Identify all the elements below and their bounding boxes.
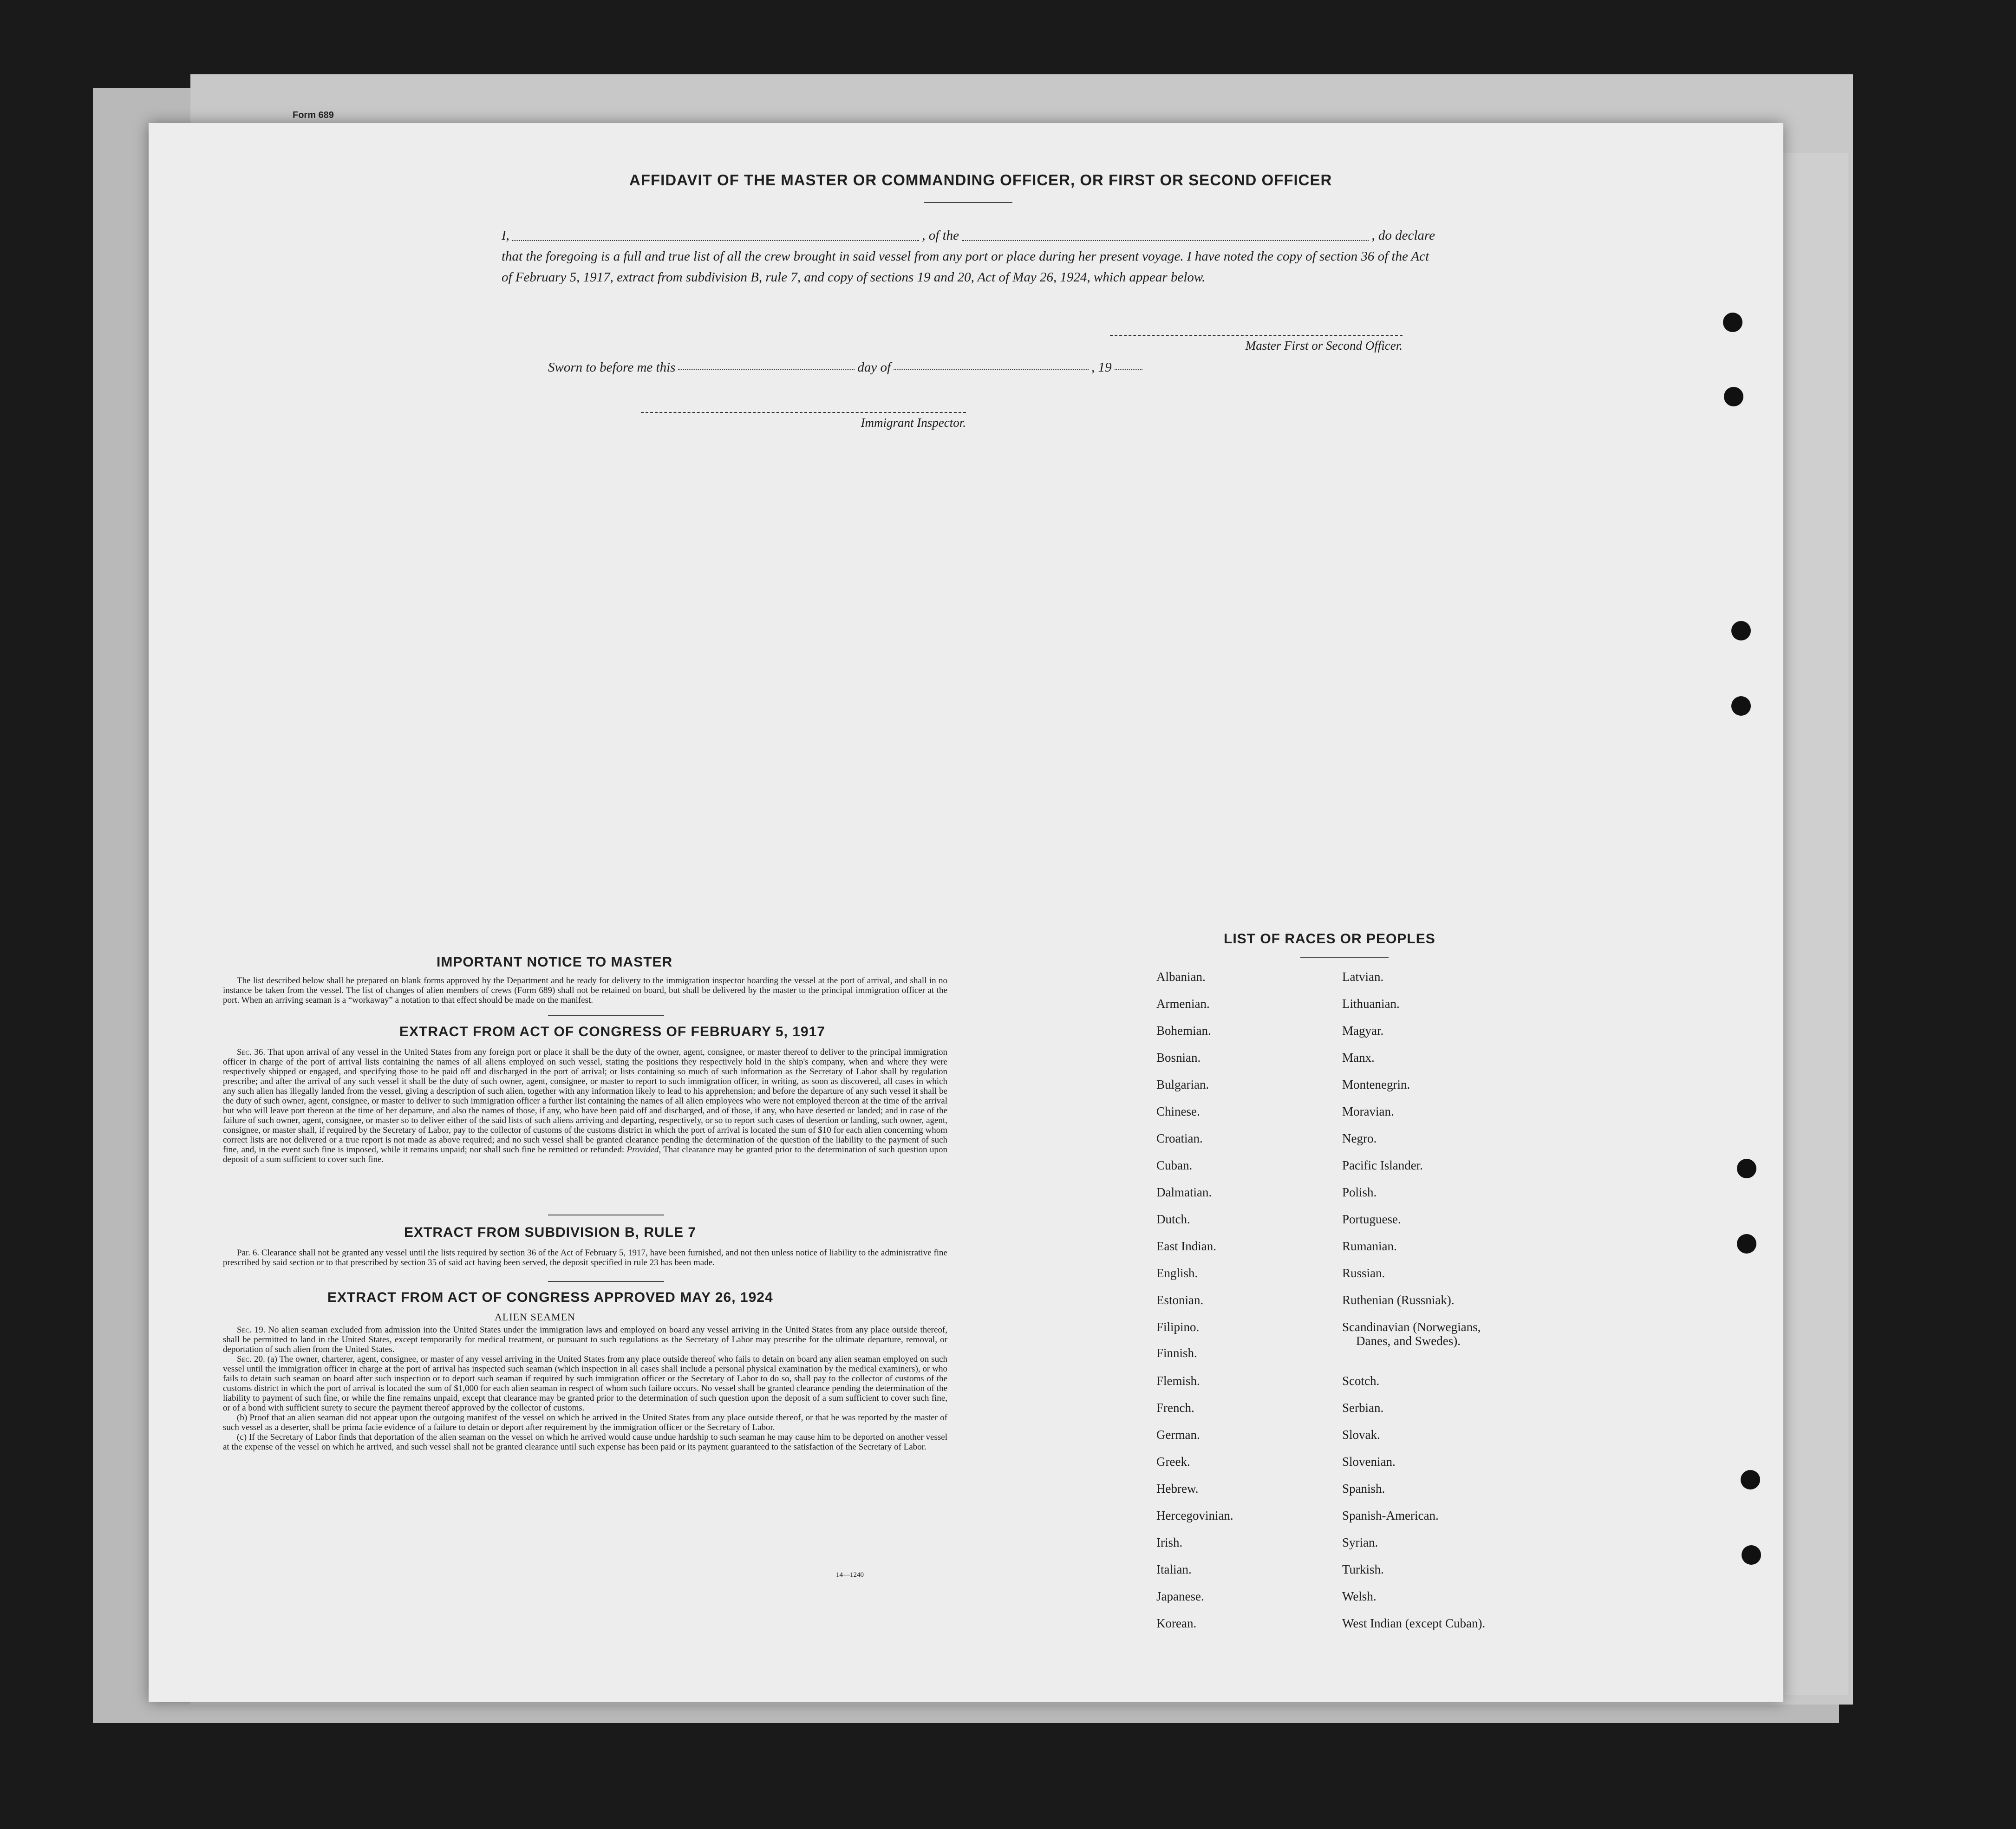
punch-hole (1737, 1234, 1756, 1254)
sworn-day-blank[interactable] (678, 369, 855, 370)
race-item: Chinese. (1156, 1104, 1200, 1118)
race-item: Spanish. (1342, 1482, 1385, 1496)
race-item: Italian. (1156, 1562, 1192, 1576)
races-title: LIST OF RACES OR PEOPLES (1224, 931, 1435, 947)
race-item: Hercegovinian. (1156, 1509, 1233, 1522)
race-item: Scotch. (1342, 1374, 1380, 1388)
race-item: Negro. (1342, 1131, 1377, 1145)
race-item: Russian. (1342, 1266, 1385, 1280)
race-item: West Indian (except Cuban). (1342, 1616, 1486, 1630)
sworn-start: Sworn to before me this (548, 360, 676, 375)
race-item: French. (1156, 1401, 1194, 1415)
feb-1917-text: Sec. 36. That upon arrival of any vessel in the United States from any foreign port or place it shall be the duty of the owner, agent, consignee, or master thereof to deliver to the principal immigration officer in charge of the port of arrival lists containing the names of all aliens employed on such vessel, stating the positions they respectively hold in the ship's company, when and where they were respectively shipped or engaged, and specifying those to be paid off and discharged in the port of arrival; or lists containing so much of such information as the Secretary of Labor shall by regulation prescribe; and after the arrival of any such vessel it shall be the duty of such owner, agent, consignee, or master to report to such immigration officer, in writing, as soon as discovered, all cases in which any such alien has illegally landed from the vessel, giving a description of such alien, together with any information likely to lead to his apprehension; and before the departure of any such vessel it shall be the duty of such owner, agent, consignee, or master to deliver to such immigration officer a further list containing the names of all alien employees who were not employed thereon at the time of the arrival but who will leave port thereon at the time of her departure, and also the names of those, if any, who have been paid off and discharged, and of those, if any, who have deserted or landed; and in case of the failure of such owner, agent, consignee, or master so to deliver either of the said lists of such aliens arriving and departing, respectively, or so to report such cases of desertion or landing, such owner, agent, consignee, or master shall, if required by the Secretary of Labor, pay to the collector of customs of the customs district in which the port of arrival is located the sum of $10 for each alien concerning whom correct lists are not delivered or a true report is not made as above required; and no such vessel shall be granted clearance pending the determination of the question of the liability to the payment of such fine, and, in the event such fine is imposed, while it remains unpaid; nor shall such fine be remitted or refunded: Provided, That clearance may be granted prior to the determination of such question upon deposit of a sum sufficient to cover such fine. (223, 1047, 947, 1164)
name-blank[interactable] (512, 240, 919, 241)
race-item: Bulgarian. (1156, 1078, 1209, 1091)
punch-hole (1723, 313, 1742, 332)
race-item: Magyar. (1342, 1024, 1384, 1038)
divider (548, 1281, 664, 1282)
master-signature-block (1110, 335, 1403, 353)
race-item: Turkish. (1342, 1562, 1384, 1576)
race-item: Polish. (1342, 1185, 1377, 1199)
divider (1300, 957, 1389, 958)
sworn-mid: day of (857, 360, 891, 375)
feb-1917-title: EXTRACT FROM ACT OF CONGRESS OF FEBRUARY 5, 1917 (399, 1024, 825, 1039)
punch-hole (1742, 1545, 1761, 1565)
race-item: Dutch. (1156, 1212, 1190, 1226)
race-item: English. (1156, 1266, 1198, 1280)
races-column-2 (1342, 970, 1584, 1643)
race-item: Slovak. (1342, 1428, 1380, 1442)
vessel-blank[interactable] (962, 240, 1369, 241)
master-signature-line[interactable] (1110, 335, 1403, 336)
back-form-number: Form 689 (293, 110, 334, 120)
race-item: Ruthenian (Russniak). (1342, 1293, 1455, 1307)
race-item: Lithuanian. (1342, 997, 1400, 1011)
inspector-signature-line[interactable] (641, 412, 966, 413)
race-item: Manx. (1342, 1051, 1375, 1065)
may-1924-title: EXTRACT FROM ACT OF CONGRESS APPROVED MAY 26, 1924 (327, 1290, 773, 1305)
punch-hole (1737, 1159, 1756, 1178)
divider (548, 1015, 664, 1016)
race-item-continued: Danes, and Swedes). (1356, 1334, 1461, 1348)
rule-7-title: EXTRACT FROM SUBDIVISION B, RULE 7 (404, 1225, 697, 1240)
race-item: Armenian. (1156, 997, 1210, 1011)
sworn-end: , 19 (1091, 360, 1112, 375)
affidavit-line1-start: I, (502, 228, 509, 243)
race-item: Estonian. (1156, 1293, 1204, 1307)
race-item: Irish. (1156, 1535, 1183, 1549)
important-notice-title: IMPORTANT NOTICE TO MASTER (437, 954, 673, 970)
sworn-year-blank[interactable] (1115, 369, 1142, 370)
race-item: Bosnian. (1156, 1051, 1201, 1065)
race-item: Greek. (1156, 1455, 1190, 1469)
affidavit-line1-end: , do declare (1371, 228, 1435, 243)
affidavit-text (502, 225, 1435, 288)
race-item: Pacific Islander. (1342, 1158, 1423, 1172)
race-item: Moravian. (1342, 1104, 1394, 1118)
alien-seamen-subtitle: ALIEN SEAMEN (495, 1311, 575, 1323)
important-notice-text: The list described below shall be prepared on blank forms approved by the Department and be ready for delivery to the immigration inspector boarding the vessel at the port of arrival, and shall in no instance be taken from the vessel. The list of changes of alien members of crews (Form 689) shall not be retained on board, but shall be delivered by the master to the principal immigration officer at the port. When an arriving seaman is a “workaway” a notation to that effect should be made on the manifest. (223, 976, 947, 1005)
race-item: Syrian. (1342, 1535, 1378, 1549)
race-item: German. (1156, 1428, 1200, 1442)
race-item: Serbian. (1342, 1401, 1384, 1415)
divider (924, 202, 1012, 203)
punch-hole (1724, 387, 1743, 406)
inspector-signature-label: Immigrant Inspector. (861, 416, 966, 430)
race-item: Flemish. (1156, 1374, 1200, 1388)
race-item: Montenegrin. (1342, 1078, 1410, 1091)
rule-7-text: Par. 6. Clearance shall not be granted any vessel until the lists required by section 36 of the Act of February 5, 1917, have been furnished, and not then unless notice of liability to the administrative fine prescribed by said section or to that prescribed by section 35 of said act having been served, the deposit specified in rule 23 has been made. (223, 1248, 947, 1267)
race-item: Japanese. (1156, 1589, 1204, 1603)
race-item: Cuban. (1156, 1158, 1193, 1172)
race-item: Finnish. (1156, 1346, 1197, 1360)
race-item: Bohemian. (1156, 1024, 1211, 1038)
may-1924-text: Sec. 19. No alien seaman excluded from admission into the United States under the immigration laws and employed on board any vessel arriving in the United States from any place outside thereof, shall be permitted to land in the United States, except temporarily for medical treatment, or pursuant to such regulations as the Secretary of Labor may prescribe for the ultimate departure, removal, or deportation of such alien from the United States. Sec. 20. (a) The owner, charterer, agent, consignee, or master of any vessel arriving in the United States from any place outside thereof who fails to detain on board any alien seaman employed on such vessel until the immigration officer in charge at the port of arrival has inspected such seaman (which inspection in all cases shall include a personal physical examination by the medical examiners), or who fails to detain such seaman on board after such inspection or to deport such seaman if required by such immigration officer or the Secretary of Labor to do so, shall pay to the collector of customs of the customs district in which the port of arrival is located the sum of $1,000 for each alien seaman in respect of whom such failure occurs. No vessel shall be granted clearance pending the determination of the liability to payment of such fine, or while the fine remains unpaid, except that clearance may be granted prior to the determination of such question upon the deposit of a sum sufficient to cover such fine, or of a bond with sufficient surety to secure the payment thereof approved by the collector of customs. (b) Proof that an alien seaman did not appear upon the outgoing manifest of the vessel on which he arrived in the United States from any place outside thereof, or that he was reported by the master of such vessel as a deserter, shall be prima facie evidence of a failure to detain or deport after requirement by the immigration officer or the Secretary of Labor. (c) If the Secretary of Labor finds that deportation of the alien seaman on the vessel on which he arrived would cause undue hardship to such seaman he may cause him to be deported on another vessel at the expense of the vessel on which he arrived, and such vessel shall not be granted clearance until such expense has been paid or its payment guaranteed to the satisfaction of the Secretary of Labor. (223, 1325, 948, 1452)
document-page (149, 123, 1783, 1702)
sworn-statement (548, 360, 1375, 375)
punch-hole (1731, 696, 1751, 716)
race-item: Croatian. (1156, 1131, 1203, 1145)
sworn-month-blank[interactable] (894, 369, 1089, 370)
race-item: Scandinavian (Norwegians, (1342, 1320, 1481, 1334)
race-item: Dalmatian. (1156, 1185, 1212, 1199)
inspector-signature-block (641, 412, 966, 430)
race-item: Latvian. (1342, 970, 1384, 984)
master-signature-label: Master First or Second Officer. (1245, 339, 1403, 353)
race-item: East Indian. (1156, 1239, 1216, 1253)
race-item: Hebrew. (1156, 1482, 1199, 1496)
punch-hole (1741, 1470, 1760, 1489)
affidavit-title: AFFIDAVIT OF THE MASTER OR COMMANDING OFFICER, OR FIRST OR SECOND OFFICER (629, 171, 1332, 189)
race-item: Welsh. (1342, 1589, 1377, 1603)
race-item: Albanian. (1156, 970, 1206, 984)
race-item: Korean. (1156, 1616, 1197, 1630)
races-column-1 (1156, 970, 1333, 1643)
race-item: Rumanian. (1342, 1239, 1397, 1253)
affidavit-line1-mid: , of the (922, 228, 959, 243)
form-code: 14—1240 (836, 1571, 864, 1579)
race-item: Slovenian. (1342, 1455, 1396, 1469)
affidavit-body: that the foregoing is a full and true list of all the crew brought in said vessel from any port or place during her present voyage. I have noted the copy of section 36 of the Act of February 5, 1917, extract from subdivision B, rule 7, and copy of sections 19 and 20, Act of May 26, 1924, which appear below. (502, 249, 1429, 285)
race-item: Filipino. (1156, 1320, 1200, 1334)
race-item: Spanish-American. (1342, 1509, 1439, 1522)
race-item: Portuguese. (1342, 1212, 1401, 1226)
punch-hole (1731, 621, 1751, 640)
section-label: Sec. 36. (237, 1047, 266, 1057)
